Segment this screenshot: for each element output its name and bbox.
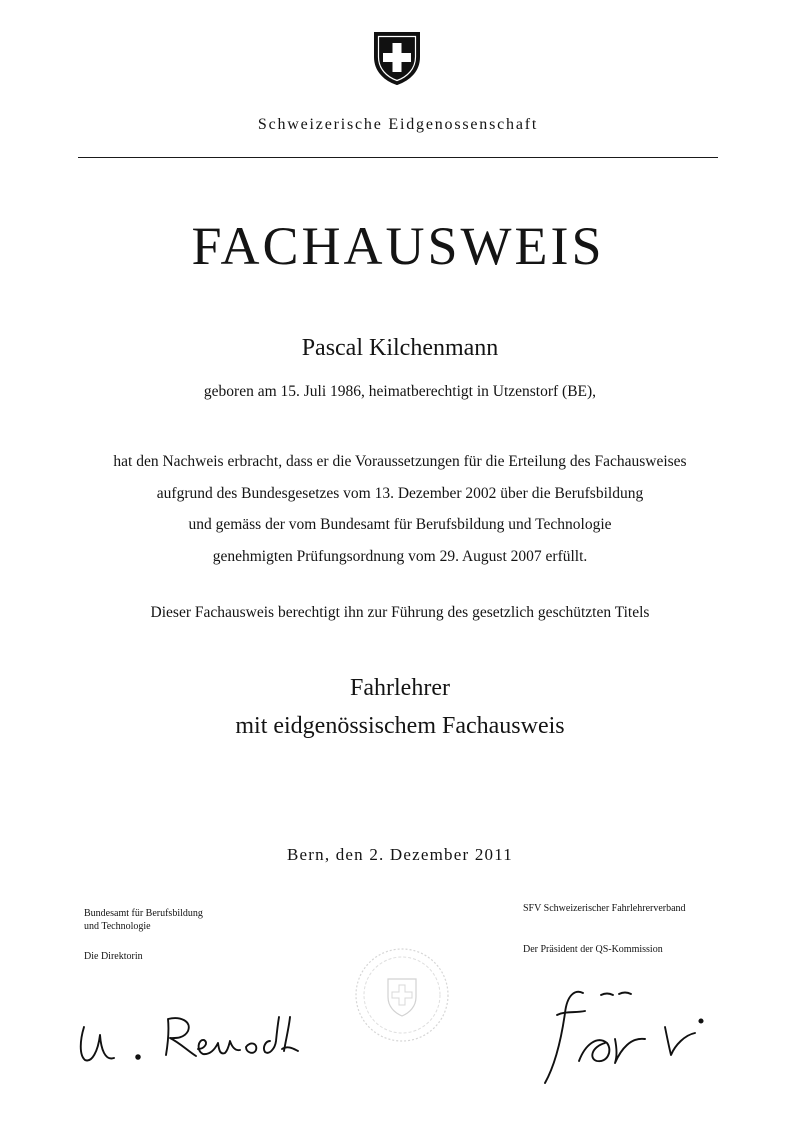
protected-title: Fahrlehrer — [350, 675, 450, 701]
left-org-line: Bundesamt für Berufsbildung — [84, 908, 203, 919]
left-signature — [70, 1005, 310, 1075]
left-signatory-role: Die Direktorin — [84, 951, 143, 962]
swiss-coat-of-arms-icon — [372, 30, 422, 86]
body-line: genehmigten Prüfungsordnung vom 29. August 2007 erfüllt. — [212, 547, 588, 565]
embossed-seal — [352, 945, 452, 1045]
birth-details: geboren am 15. Juli 1986, heimatberechtigt in Utzenstorf (BE), — [203, 383, 597, 400]
right-signatory-organisation: SFV Schweizerischer Fahrlehrerverband — [523, 903, 686, 914]
certificate-body — [0, 446, 800, 572]
header-divider — [78, 157, 718, 158]
document-title: FACHAUSWEIS — [191, 216, 605, 276]
left-org-line: und Technologie — [84, 921, 151, 932]
holder-name: Pascal Kilchenmann — [301, 335, 499, 361]
body-line: hat den Nachweis erbracht, dass er die Voraussetzungen für die Erteilung des Fachausweises — [113, 453, 687, 470]
right-signatory-role: Der Präsident der QS-Kommission — [523, 944, 663, 955]
issuing-authority: Schweizerische Eidgenossenschaft — [257, 116, 539, 133]
body-line: und gemäss der vom Bundesamt für Berufsbildung und Technologie — [188, 516, 612, 533]
protected-title-qualifier: mit eidgenössischem Fachausweis — [235, 713, 565, 739]
right-signature — [525, 975, 725, 1095]
left-signatory-organisation — [84, 907, 203, 933]
authorization-statement: Dieser Fachausweis berechtigt ihn zur Führung des gesetzlich geschützten Titels — [150, 604, 650, 621]
body-line: aufgrund des Bundesgesetzes vom 13. Dezember 2002 über die Berufsbildung — [156, 484, 644, 502]
place-and-date: Bern, den 2. Dezember 2011 — [286, 845, 513, 864]
